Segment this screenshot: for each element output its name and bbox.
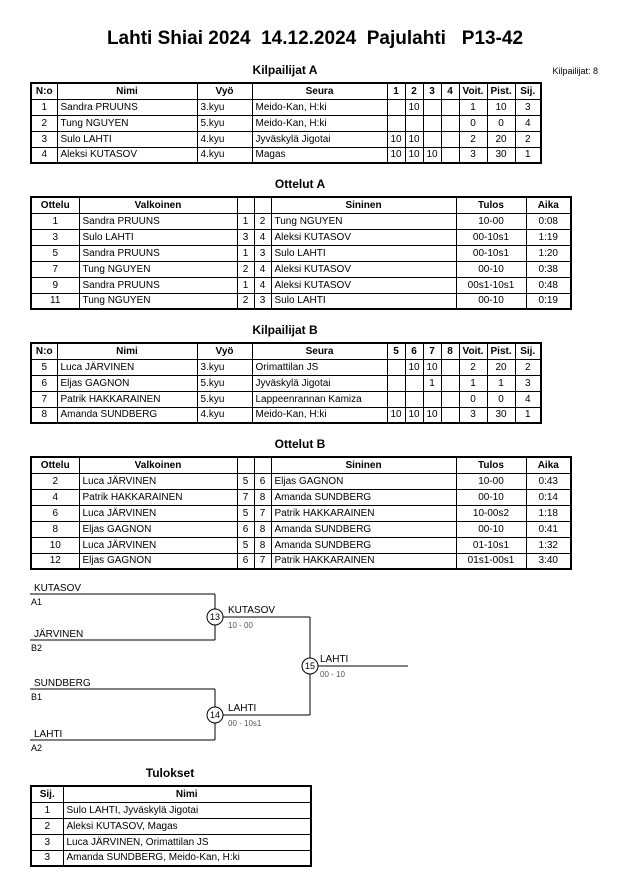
semi1-top-name: KUTASOV xyxy=(34,583,82,594)
white-number: 1 xyxy=(237,277,254,293)
matches-a-header-row xyxy=(31,197,571,213)
place-cell: 3 xyxy=(515,99,541,115)
score-cell xyxy=(423,131,441,147)
score-cell: 10 xyxy=(387,407,405,423)
result-place: 3 xyxy=(31,834,63,850)
competitor-count: Kilpailijat: 8 xyxy=(552,66,598,76)
match-result: 10-00 xyxy=(456,213,526,229)
column-header: N:o xyxy=(31,83,57,99)
results-header-row xyxy=(31,786,311,802)
competitor-row xyxy=(31,407,541,423)
column-header: 7 xyxy=(423,343,441,359)
column-header: Voit. xyxy=(459,83,487,99)
result-name: Amanda SUNDBERG, Meido-Kan, H:ki xyxy=(63,850,311,866)
competitor-name: Sandra PRUUNS xyxy=(57,99,197,115)
match-row xyxy=(31,537,571,553)
points-cell: 20 xyxy=(487,359,515,375)
match-number-cell: 5 xyxy=(31,245,79,261)
pool-a-heading: Kilpailijat A xyxy=(252,63,318,77)
white-competitor: Tung NGUYEN xyxy=(79,261,237,277)
competitor-row xyxy=(31,131,541,147)
column-header: Sininen xyxy=(271,457,456,473)
competitor-row xyxy=(31,99,541,115)
wins-cell: 1 xyxy=(459,375,487,391)
score-cell: 10 xyxy=(423,147,441,163)
match-number-cell: 8 xyxy=(31,521,79,537)
column-header xyxy=(254,457,271,473)
white-number: 6 xyxy=(237,521,254,537)
blue-competitor: Patrik HAKKARAINEN xyxy=(271,553,456,569)
match-result: 00-10s1 xyxy=(456,245,526,261)
blue-number: 8 xyxy=(254,537,271,553)
competitor-row xyxy=(31,375,541,391)
place-cell: 4 xyxy=(515,115,541,131)
place-cell: 3 xyxy=(515,375,541,391)
result-place: 3 xyxy=(31,850,63,866)
match-15-number: 15 xyxy=(304,661,316,671)
result-row xyxy=(31,850,311,866)
white-number: 3 xyxy=(237,229,254,245)
competitor-number: 6 xyxy=(31,375,57,391)
blue-competitor: Tung NGUYEN xyxy=(271,213,456,229)
blue-competitor: Patrik HAKKARAINEN xyxy=(271,505,456,521)
competitor-number: 2 xyxy=(31,115,57,131)
score-cell: 10 xyxy=(387,131,405,147)
match-time: 0:43 xyxy=(526,473,571,489)
result-name: Sulo LAHTI, Jyväskylä Jigotai xyxy=(63,802,311,818)
column-header: N:o xyxy=(31,343,57,359)
column-header xyxy=(254,197,271,213)
wins-cell: 0 xyxy=(459,115,487,131)
blue-number: 3 xyxy=(254,293,271,309)
match-result: 00-10 xyxy=(456,261,526,277)
column-header: Seura xyxy=(252,83,387,99)
blue-number: 3 xyxy=(254,245,271,261)
points-cell: 10 xyxy=(487,99,515,115)
column-header: Nimi xyxy=(57,83,197,99)
pool-a-heading-row xyxy=(0,63,630,77)
wins-cell: 1 xyxy=(459,99,487,115)
matches-b-header-row xyxy=(31,457,571,473)
pool-b-heading: Kilpailijat B xyxy=(252,323,318,337)
semi2-winner-name: LAHTI xyxy=(228,703,257,714)
final-winner-score: 00 - 10 xyxy=(320,670,345,679)
blue-number: 7 xyxy=(254,505,271,521)
column-header: 3 xyxy=(423,83,441,99)
semi2-winner-score: 00 - 10s1 xyxy=(228,719,262,728)
column-header: Tulos xyxy=(456,457,526,473)
match-row xyxy=(31,229,571,245)
white-competitor: Sandra PRUUNS xyxy=(79,245,237,261)
score-cell xyxy=(387,99,405,115)
match-row xyxy=(31,553,571,569)
results-heading: Tulokset xyxy=(145,766,195,780)
competitor-belt: 5.kyu xyxy=(197,115,252,131)
white-number: 6 xyxy=(237,553,254,569)
blue-number: 8 xyxy=(254,489,271,505)
competitor-club: Meido-Kan, H:ki xyxy=(252,407,387,423)
score-cell xyxy=(405,115,423,131)
blue-number: 6 xyxy=(254,473,271,489)
competitor-number: 5 xyxy=(31,359,57,375)
results-table xyxy=(30,785,312,867)
column-header: Pist. xyxy=(487,343,515,359)
blue-competitor: Eljas GAGNON xyxy=(271,473,456,489)
semi1-bottom-seed: B2 xyxy=(31,643,43,653)
match-number-cell: 1 xyxy=(31,213,79,229)
match-time: 1:20 xyxy=(526,245,571,261)
match-number-cell: 12 xyxy=(31,553,79,569)
score-cell xyxy=(423,391,441,407)
match-result: 00-10s1 xyxy=(456,229,526,245)
competitor-belt: 4.kyu xyxy=(197,147,252,163)
match-row xyxy=(31,277,571,293)
result-row xyxy=(31,818,311,834)
match-row xyxy=(31,505,571,521)
semi2-bottom-name: LAHTI xyxy=(34,729,63,740)
white-competitor: Sandra PRUUNS xyxy=(79,213,237,229)
result-place: 1 xyxy=(31,802,63,818)
blue-competitor: Sulo LAHTI xyxy=(271,293,456,309)
match-number-cell: 9 xyxy=(31,277,79,293)
match-result: 00-10 xyxy=(456,489,526,505)
score-cell xyxy=(441,375,459,391)
score-cell: 1 xyxy=(423,375,441,391)
results-body xyxy=(31,802,311,866)
column-header: Aika xyxy=(526,457,571,473)
white-competitor: Sandra PRUUNS xyxy=(79,277,237,293)
points-cell: 20 xyxy=(487,131,515,147)
match-number-cell: 6 xyxy=(31,505,79,521)
blue-competitor: Aleksi KUTASOV xyxy=(271,261,456,277)
competitor-club: Meido-Kan, H:ki xyxy=(252,99,387,115)
competitor-belt: 5.kyu xyxy=(197,375,252,391)
match-result: 00s1-10s1 xyxy=(456,277,526,293)
blue-number: 4 xyxy=(254,261,271,277)
matches-a-body xyxy=(31,213,571,309)
semi1-winner-name: KUTASOV xyxy=(228,605,276,616)
match-time: 1:18 xyxy=(526,505,571,521)
match-row xyxy=(31,293,571,309)
column-header: Ottelu xyxy=(31,197,79,213)
score-cell: 10 xyxy=(405,99,423,115)
column-header: Valkoinen xyxy=(79,457,237,473)
score-cell xyxy=(405,391,423,407)
competitor-club: Meido-Kan, H:ki xyxy=(252,115,387,131)
semi1-bottom-name: JÄRVINEN xyxy=(34,629,84,640)
competitor-belt: 4.kyu xyxy=(197,407,252,423)
column-header: 2 xyxy=(405,83,423,99)
match-row xyxy=(31,521,571,537)
matches-a-heading: Ottelut A xyxy=(274,177,326,191)
pool-a-table xyxy=(30,82,542,164)
match-number-cell: 4 xyxy=(31,489,79,505)
score-cell xyxy=(405,375,423,391)
competitor-number: 4 xyxy=(31,147,57,163)
white-number: 1 xyxy=(237,245,254,261)
score-cell xyxy=(423,115,441,131)
blue-competitor: Amanda SUNDBERG xyxy=(271,489,456,505)
competitor-name: Sulo LAHTI xyxy=(57,131,197,147)
blue-competitor: Amanda SUNDBERG xyxy=(271,521,456,537)
blue-competitor: Aleksi KUTASOV xyxy=(271,277,456,293)
column-header: 6 xyxy=(405,343,423,359)
competitor-row xyxy=(31,115,541,131)
competitor-club: Orimattilan JS xyxy=(252,359,387,375)
points-cell: 1 xyxy=(487,375,515,391)
wins-cell: 2 xyxy=(459,131,487,147)
match-result: 10-00s2 xyxy=(456,505,526,521)
pool-b-header-row xyxy=(31,343,541,359)
column-header: Nimi xyxy=(57,343,197,359)
wins-cell: 3 xyxy=(459,407,487,423)
score-cell xyxy=(387,115,405,131)
points-cell: 30 xyxy=(487,147,515,163)
column-header: Voit. xyxy=(459,343,487,359)
semi2-top-seed: B1 xyxy=(31,692,43,702)
column-header: Valkoinen xyxy=(79,197,237,213)
competitor-number: 1 xyxy=(31,99,57,115)
place-cell: 4 xyxy=(515,391,541,407)
semi2-top-name: SUNDBERG xyxy=(34,678,91,689)
match-time: 0:19 xyxy=(526,293,571,309)
matches-b-table xyxy=(30,456,572,570)
column-header: Aika xyxy=(526,197,571,213)
match-time: 0:38 xyxy=(526,261,571,277)
match-row xyxy=(31,261,571,277)
column-header: Tulos xyxy=(456,197,526,213)
match-result: 01-10s1 xyxy=(456,537,526,553)
match-number-cell: 11 xyxy=(31,293,79,309)
place-cell: 2 xyxy=(515,359,541,375)
matches-b-heading: Ottelut B xyxy=(274,437,326,451)
white-competitor: Eljas GAGNON xyxy=(79,553,237,569)
pool-b-table xyxy=(30,342,542,424)
score-cell: 10 xyxy=(405,147,423,163)
blue-competitor: Sulo LAHTI xyxy=(271,245,456,261)
competitor-name: Amanda SUNDBERG xyxy=(57,407,197,423)
column-header: Sininen xyxy=(271,197,456,213)
competitor-number: 3 xyxy=(31,131,57,147)
column-header: Sij. xyxy=(515,83,541,99)
competitor-name: Tung NGUYEN xyxy=(57,115,197,131)
competitor-row xyxy=(31,359,541,375)
competitor-belt: 3.kyu xyxy=(197,99,252,115)
match-time: 1:32 xyxy=(526,537,571,553)
white-number: 5 xyxy=(237,505,254,521)
column-header: Seura xyxy=(252,343,387,359)
white-number: 2 xyxy=(237,261,254,277)
competitor-name: Patrik HAKKARAINEN xyxy=(57,391,197,407)
score-cell: 10 xyxy=(423,407,441,423)
competitor-belt: 5.kyu xyxy=(197,391,252,407)
blue-number: 8 xyxy=(254,521,271,537)
column-header xyxy=(237,457,254,473)
competitor-number: 8 xyxy=(31,407,57,423)
semi1-winner-score: 10 - 00 xyxy=(228,621,253,630)
competitor-club: Jyväskylä Jigotai xyxy=(252,131,387,147)
match-result: 01s1-00s1 xyxy=(456,553,526,569)
column-header: Pist. xyxy=(487,83,515,99)
score-cell xyxy=(441,99,459,115)
score-cell: 10 xyxy=(405,407,423,423)
pool-a-header-row xyxy=(31,83,541,99)
match-time: 0:14 xyxy=(526,489,571,505)
match-row xyxy=(31,213,571,229)
column-header: Nimi xyxy=(63,786,311,802)
blue-number: 2 xyxy=(254,213,271,229)
column-header: Vyö xyxy=(197,83,252,99)
white-number: 2 xyxy=(237,293,254,309)
competitor-belt: 4.kyu xyxy=(197,131,252,147)
blue-competitor: Amanda SUNDBERG xyxy=(271,537,456,553)
blue-number: 4 xyxy=(254,229,271,245)
competitor-name: Luca JÄRVINEN xyxy=(57,359,197,375)
place-cell: 2 xyxy=(515,131,541,147)
score-cell xyxy=(387,375,405,391)
match-time: 0:48 xyxy=(526,277,571,293)
score-cell: 10 xyxy=(405,131,423,147)
semi2-bottom-seed: A2 xyxy=(31,743,43,753)
score-cell xyxy=(387,359,405,375)
score-cell xyxy=(441,147,459,163)
match-14-number: 14 xyxy=(209,710,221,720)
column-header: 4 xyxy=(441,83,459,99)
white-competitor: Eljas GAGNON xyxy=(79,521,237,537)
score-cell: 10 xyxy=(387,147,405,163)
semi1-top-seed: A1 xyxy=(31,597,43,607)
score-cell xyxy=(441,391,459,407)
match-row xyxy=(31,473,571,489)
result-name: Luca JÄRVINEN, Orimattilan JS xyxy=(63,834,311,850)
blue-number: 4 xyxy=(254,277,271,293)
white-competitor: Patrik HAKKARAINEN xyxy=(79,489,237,505)
column-header: 5 xyxy=(387,343,405,359)
competitor-row xyxy=(31,391,541,407)
place-cell: 1 xyxy=(515,407,541,423)
competitor-club: Jyväskylä Jigotai xyxy=(252,375,387,391)
white-competitor: Tung NGUYEN xyxy=(79,293,237,309)
column-header: Sij. xyxy=(31,786,63,802)
wins-cell: 3 xyxy=(459,147,487,163)
match-time: 0:08 xyxy=(526,213,571,229)
white-competitor: Luca JÄRVINEN xyxy=(79,473,237,489)
match-result: 00-10 xyxy=(456,293,526,309)
matches-b-body xyxy=(31,473,571,569)
match-time: 3:40 xyxy=(526,553,571,569)
pool-a-body xyxy=(31,99,541,163)
white-competitor: Luca JÄRVINEN xyxy=(79,537,237,553)
white-number: 5 xyxy=(237,537,254,553)
score-cell xyxy=(441,131,459,147)
column-header xyxy=(237,197,254,213)
blue-number: 7 xyxy=(254,553,271,569)
wins-cell: 0 xyxy=(459,391,487,407)
match-number-cell: 2 xyxy=(31,473,79,489)
match-row xyxy=(31,489,571,505)
score-cell xyxy=(441,115,459,131)
column-header: Vyö xyxy=(197,343,252,359)
points-cell: 0 xyxy=(487,115,515,131)
place-cell: 1 xyxy=(515,147,541,163)
competitor-number: 7 xyxy=(31,391,57,407)
match-13-number: 13 xyxy=(209,612,221,622)
competitor-club: Magas xyxy=(252,147,387,163)
competitor-club: Lappeenrannan Kamiza xyxy=(252,391,387,407)
white-number: 1 xyxy=(237,213,254,229)
competitor-name: Aleksi KUTASOV xyxy=(57,147,197,163)
score-cell xyxy=(441,407,459,423)
competitor-row xyxy=(31,147,541,163)
result-place: 2 xyxy=(31,818,63,834)
column-header: 1 xyxy=(387,83,405,99)
match-result: 00-10 xyxy=(456,521,526,537)
score-cell: 10 xyxy=(405,359,423,375)
final-winner-name: LAHTI xyxy=(320,654,349,665)
white-competitor: Sulo LAHTI xyxy=(79,229,237,245)
wins-cell: 2 xyxy=(459,359,487,375)
match-time: 0:41 xyxy=(526,521,571,537)
column-header: Sij. xyxy=(515,343,541,359)
points-cell: 0 xyxy=(487,391,515,407)
elimination-bracket xyxy=(30,580,460,760)
score-cell: 10 xyxy=(423,359,441,375)
score-cell xyxy=(387,391,405,407)
white-competitor: Luca JÄRVINEN xyxy=(79,505,237,521)
column-header: 8 xyxy=(441,343,459,359)
pool-b-body xyxy=(31,359,541,423)
blue-competitor: Aleksi KUTASOV xyxy=(271,229,456,245)
result-row xyxy=(31,802,311,818)
score-cell xyxy=(441,359,459,375)
score-cell xyxy=(423,99,441,115)
match-number-cell: 10 xyxy=(31,537,79,553)
match-time: 1:19 xyxy=(526,229,571,245)
column-header: Ottelu xyxy=(31,457,79,473)
result-name: Aleksi KUTASOV, Magas xyxy=(63,818,311,834)
result-row xyxy=(31,834,311,850)
competitor-name: Eljas GAGNON xyxy=(57,375,197,391)
matches-a-table xyxy=(30,196,572,310)
points-cell: 30 xyxy=(487,407,515,423)
white-number: 7 xyxy=(237,489,254,505)
match-number-cell: 3 xyxy=(31,229,79,245)
match-row xyxy=(31,245,571,261)
match-result: 10-00 xyxy=(456,473,526,489)
white-number: 5 xyxy=(237,473,254,489)
match-number-cell: 7 xyxy=(31,261,79,277)
competitor-belt: 3.kyu xyxy=(197,359,252,375)
page-title: Lahti Shiai 2024 14.12.2024 Pajulahti P13-42 xyxy=(106,28,524,49)
